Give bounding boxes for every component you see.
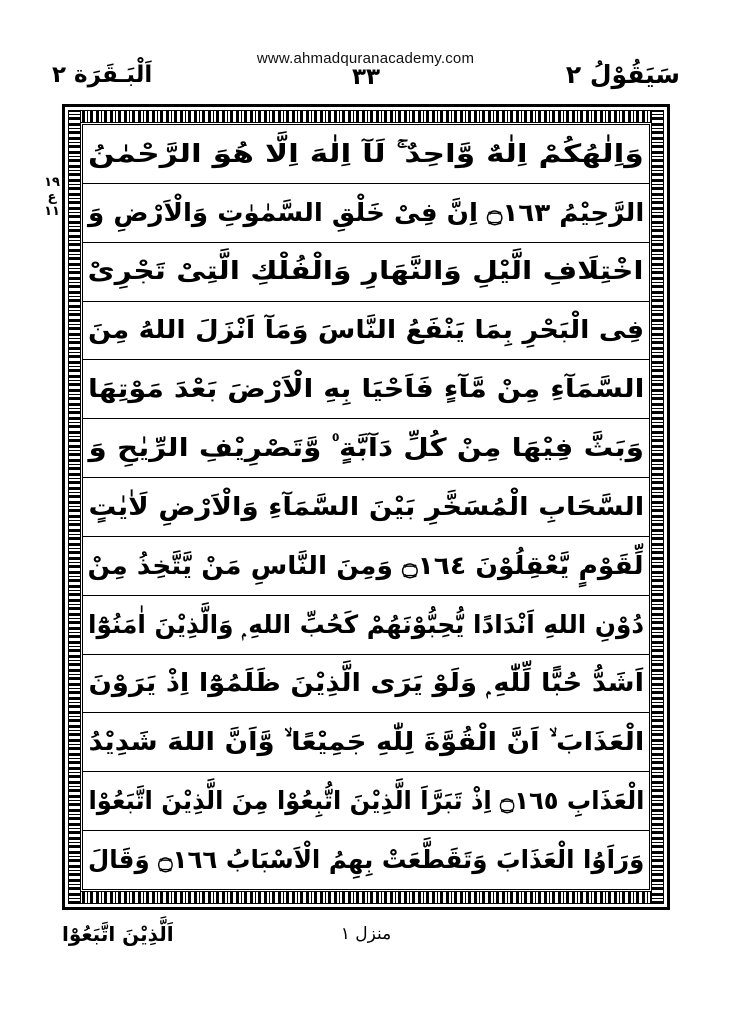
ayah-line xyxy=(83,419,649,478)
ayah-line xyxy=(83,537,649,596)
ayah-line xyxy=(83,596,649,655)
ayah-line xyxy=(83,184,649,243)
manzil-label: منزل ١ xyxy=(340,924,392,944)
ayah-line-text: الْعَذَابِ ۝١٦٥ اِذْ تَبَرَّاَ الَّذِيْنَ اتُّبِعُوْا مِنَ الَّذِيْنَ اتَّبَعُوْا xyxy=(88,786,644,816)
page-header xyxy=(52,62,680,102)
ruku-number: ١٩ xyxy=(44,175,60,190)
ayah-line-text: فِى الْبَحْرِ بِمَا يَنْفَعُ النَّاسَ وَمَآ اَنْزَلَ اللهُ مِنَ xyxy=(87,315,645,345)
ayah-line-text: وَاِلٰهُكُمْ اِلٰهٌ وَّاحِدٌ ۚ لَآ اِلٰهَ اِلَّا هُوَ الرَّحْمٰنُ xyxy=(88,138,644,168)
border-ornament-left-icon xyxy=(68,110,81,904)
ayah-line-text: السَّمَآءِ مِنْ مَّآءٍ فَاَحْيَا بِهِ الْاَرْضَ بَعْدَ مَوْتِهَا xyxy=(87,374,645,404)
border-ornament-top-icon xyxy=(68,110,664,123)
ayah-line xyxy=(83,243,649,302)
ayah-line-text: الْعَذَابَ ۙ اَنَّ الْقُوَّةَ لِلّٰهِ جَمِيْعًا ۙ وَّاَنَّ اللهَ شَدِيْدُ xyxy=(88,727,644,757)
ruku-marker xyxy=(42,176,62,220)
ayah-line xyxy=(83,478,649,537)
ayah-line xyxy=(83,655,649,714)
ayah-line xyxy=(83,772,649,831)
ayah-line xyxy=(83,302,649,361)
ayah-line xyxy=(83,831,649,889)
ayah-line-text: الرَّحِيْمُ ۝١٦٣ اِنَّ فِىْ خَلْقِ السَّمٰوٰتِ وَالْاَرْضِ وَ xyxy=(87,197,645,227)
surah-name-label: اَلْبَـقَرَة ٢ xyxy=(52,62,153,88)
page-footer xyxy=(52,922,680,964)
catchword-label: اَلَّذِيْنَ اتَّبَعُوْا xyxy=(62,922,174,946)
border-ornament-bottom-icon xyxy=(68,891,664,904)
juz-name-label: سَيَقُوْلُ ٢ xyxy=(565,60,680,89)
ruku-symbol-icon: ع xyxy=(47,189,57,205)
ayah-line-text: لِّقَوْمٍ يَّعْقِلُوْنَ ۝١٦٤ وَمِنَ النَّاسِ مَنْ يَّتَّخِذُ مِنْ xyxy=(87,550,645,580)
ayah-line xyxy=(83,125,649,184)
ayah-line-text: اَشَدُّ حُبًّا لِّلّٰهِ ۭ وَلَوْ يَرَى الَّذِيْنَ ظَلَمُوْٓا اِذْ يَرَوْنَ xyxy=(88,668,644,698)
ayah-line-text: دُوْنِ اللهِ اَنْدَادًا يُّحِبُّوْنَهُمْ كَحُبِّ اللهِ ۭ وَالَّذِيْنَ اٰمَنُوْٓا xyxy=(87,609,644,639)
ayah-line-text: السَّحَابِ الْمُسَخَّرِ بَيْنَ السَّمَآءِ وَالْاَرْضِ لَاٰيٰتٍ xyxy=(88,491,644,521)
ayah-line-text: اخْتِلَافِ الَّيْلِ وَالنَّهَارِ وَالْفُلْكِ الَّتِىْ تَجْرِىْ xyxy=(87,256,645,286)
page-number: ٣٣ xyxy=(351,64,381,90)
ayah-lines-panel xyxy=(82,124,650,890)
ayah-line-text: وَبَثَّ فِيْهَا مِنْ كُلِّ دَآبَّةٍ ۠ وَّتَصْرِيْفِ الرِّيٰحِ وَ xyxy=(88,433,644,463)
website-watermark: www.ahmadquranacademy.com xyxy=(256,50,475,67)
ayah-line-text: وَرَاَوُا الْعَذَابَ وَتَقَطَّعَتْ بِهِمُ الْاَسْبَابُ ۝١٦٦ وَقَالَ xyxy=(87,844,645,874)
border-ornament-right-icon xyxy=(651,110,664,904)
ayah-line xyxy=(83,360,649,419)
ruku-verse-count: ١١ xyxy=(44,204,60,220)
ayah-line xyxy=(83,713,649,772)
quran-text-frame xyxy=(62,104,670,910)
